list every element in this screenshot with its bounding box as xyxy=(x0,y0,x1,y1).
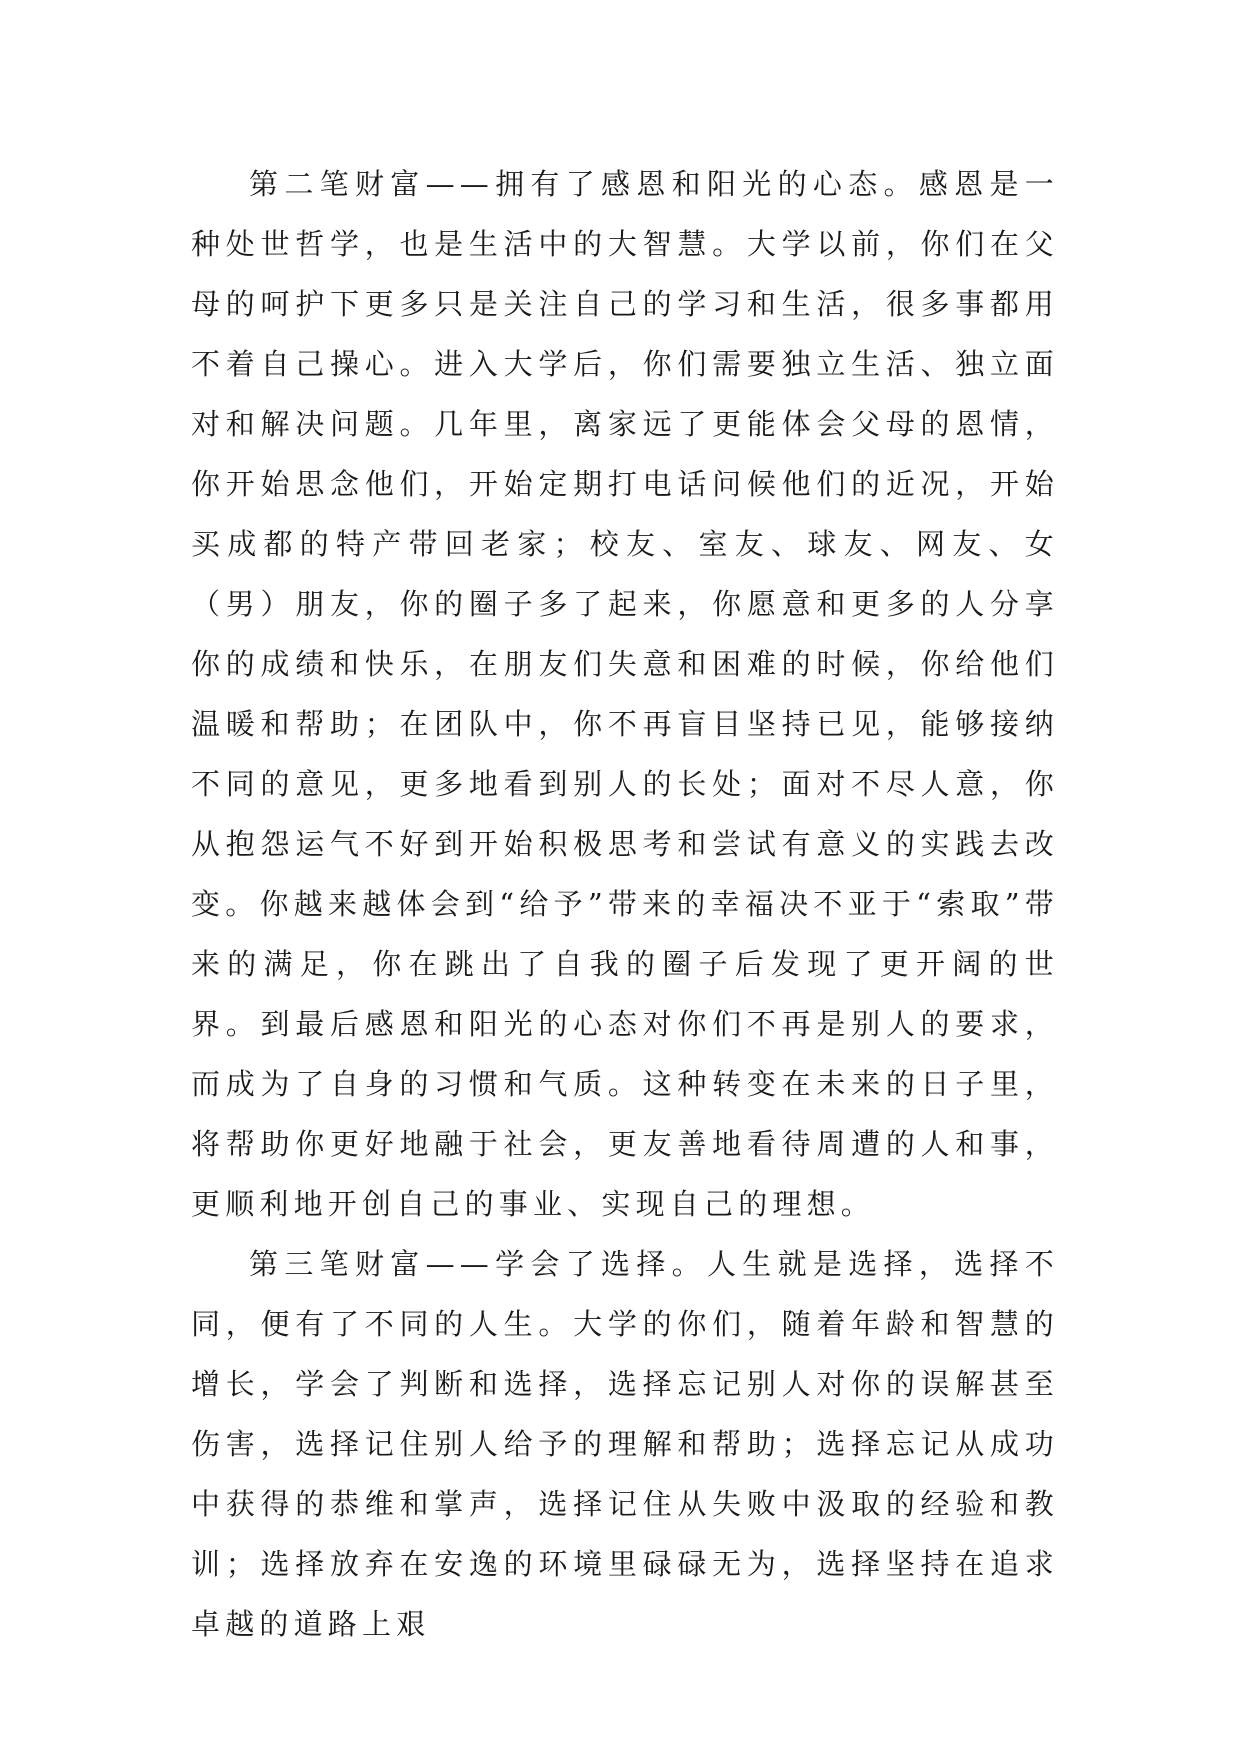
body-text xyxy=(191,154,1059,1654)
paragraph-second-wealth: 第二笔财富——拥有了感恩和阳光的心态。感恩是一种处世哲学，也是生活中的大智慧。大学以前，你们在父母的呵护下更多只是关注自己的学习和生活，很多事都用不着自己操心。进入大学后，你们需要独立生活、独立面对和解决问题。几年里，离家远了更能体会父母的恩情，你开始思念他们，开始定期打电话问候他们的近况，开始买成都的特产带回老家；校友、室友、球友、网友、女（男）朋友，你的圈子多了起来，你愿意和更多的人分享你的成绩和快乐，在朋友们失意和困难的时候，你给他们温暖和帮助；在团队中，你不再盲目坚持已见，能够接纳不同的意见，更多地看到别人的长处；面对不尽人意，你从抱怨运气不好到开始积极思考和尝试有意义的实践去改变。你越来越体会到“给予”带来的幸福决不亚于“索取”带来的满足，你在跳出了自我的圈子后发现了更开阔的世界。到最后感恩和阳光的心态对你们不再是别人的要求，而成为了自身的习惯和气质。这种转变在未来的日子里，将帮助你更好地融于社会，更友善地看待周遭的人和事，更顺利地开创自己的事业、实现自己的理想。 xyxy=(191,167,1059,1221)
paragraph-third-wealth: 第三笔财富——学会了选择。人生就是选择，选择不同，便有了不同的人生。大学的你们，随着年龄和智慧的增长，学会了判断和选择，选择忘记别人对你的误解甚至伤害，选择记住别人给予的理解和帮助；选择忘记从成功中获得的恭维和掌声，选择记住从失败中汲取的经验和教训；选择放弃在安逸的环境里碌碌无为，选择坚持在追求卓越的道路上艰 xyxy=(191,1247,1059,1641)
